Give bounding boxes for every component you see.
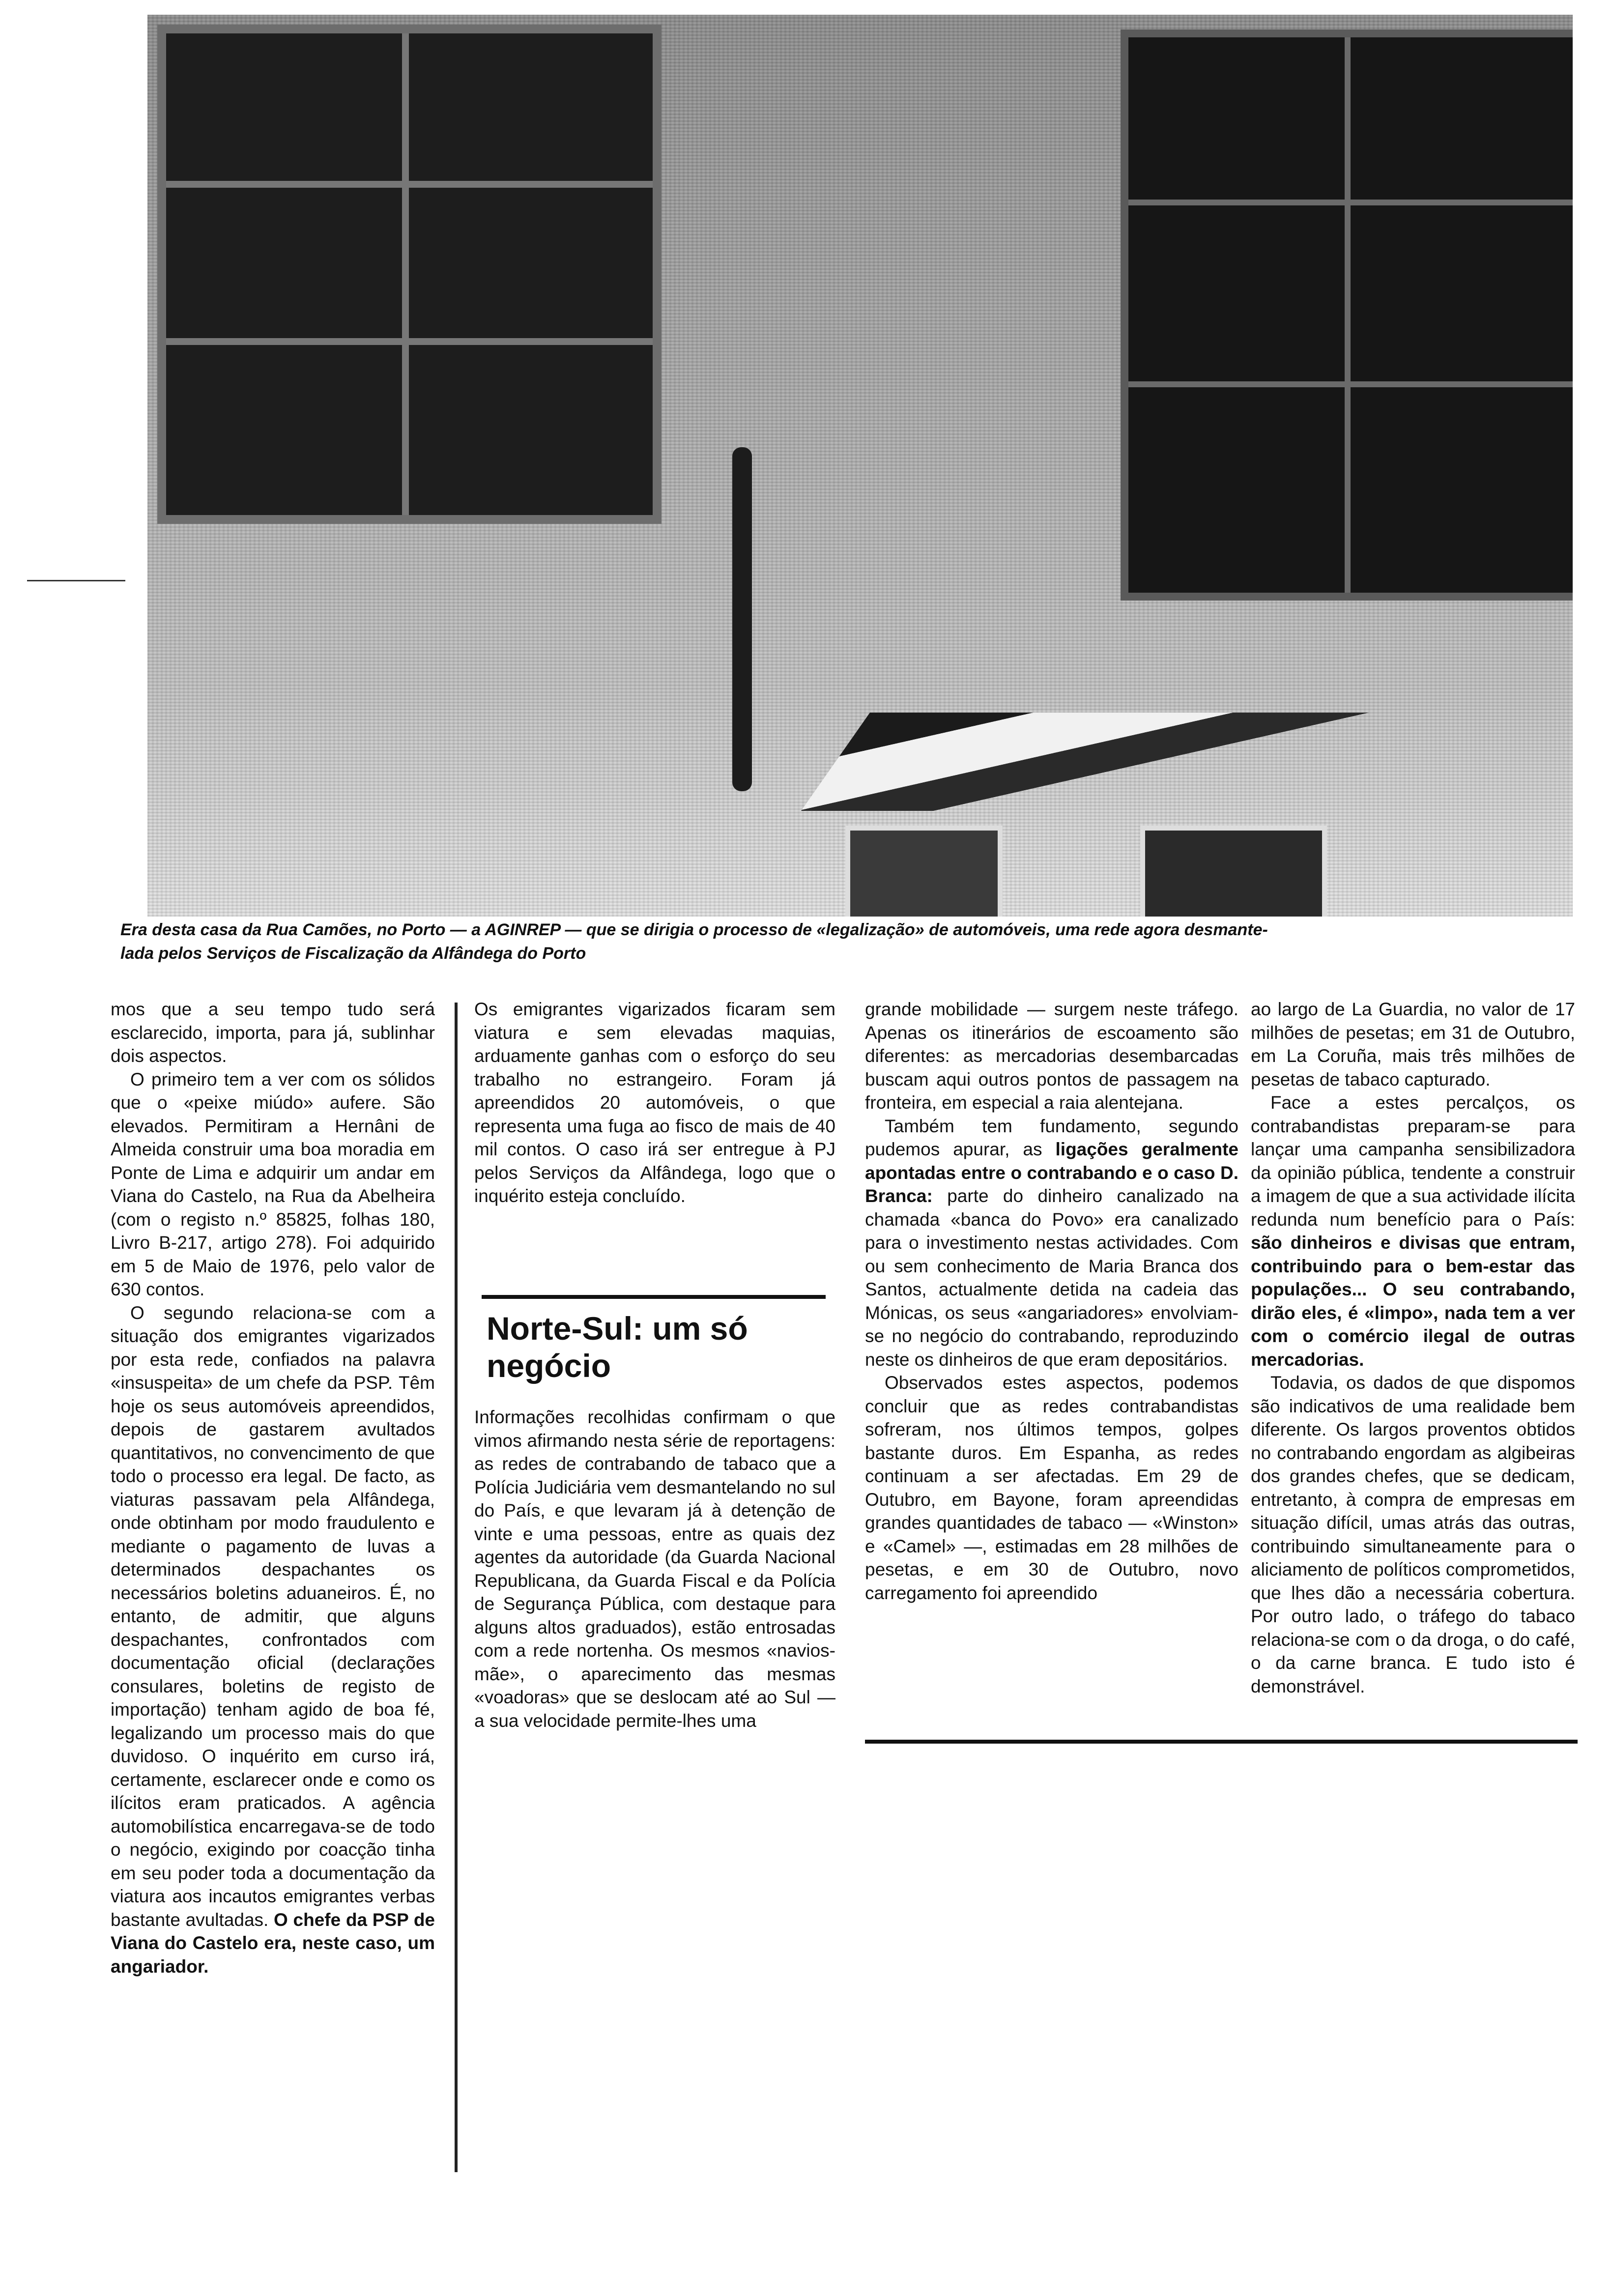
col1-paragraph: O primeiro tem a ver com os sólidos que o «peixe miúdo» aufere. São elevados. Permitiram a Hernâni de Almeida construir uma boa moradia em Ponte de Lima e adquirir um andar em Viana do Castelo, na Rua da Abelheira (com o registo n.º 85825, folhas 180, Livro B-217, artigo 278). Foi adquirido em 5 de Maio de 1976, pelo valor de 630 contos. <box>111 1069 435 1299</box>
article-column-2 <box>474 998 835 1208</box>
col3-bold-text: ligações geralmente apontadas entre o contrabando e o caso D. Branca: <box>865 1139 1239 1206</box>
subheading: Norte-Sul: um só negócio <box>487 1310 748 1384</box>
col4-text: Face a estes percalços, os contrabandistas preparam-se para lançar uma campanha sensibilizadora da opinião pública, tendente a construir a imagem de que a sua actividade ilícita redunda num benefício para o País: <box>1251 1092 1575 1230</box>
caption-line-2: lada pelos Serviços de Fiscalização da Alfândega do Porto <box>120 944 586 963</box>
section-rule <box>482 1295 826 1299</box>
article-photo <box>147 15 1573 917</box>
photo-sign-right <box>1140 826 1327 917</box>
photo-caption <box>120 918 1536 965</box>
col1-paragraph <box>111 1301 435 1979</box>
col3-paragraph <box>865 1115 1238 1372</box>
col3-paragraph: grande mobilidade — surgem neste tráfego. Apenas os itinerários de escoamento são diferentes: as mercadorias desembarcadas buscam aqui outros pontos de passagem na fronteira, em especial a raia alentejana. <box>865 999 1238 1113</box>
article-column-3 <box>865 998 1238 1605</box>
column-divider <box>455 1003 458 2172</box>
col1-bold-text: O chefe da PSP de Viana do Castelo era, neste caso, um angariador. <box>111 1909 435 1977</box>
bottom-rule <box>865 1740 1578 1744</box>
article-column-4 <box>1251 998 1575 1698</box>
col2-paragraph: Informações recolhidas confirmam o que vimos afirmando nesta série de reportagens: as redes de contrabando de tabaco que a Polícia Judiciária vem desmantelando no sul do País, e que levaram já à detenção de vinte e uma pessoas, entre as quais dez agentes da autoridade (da Guarda Nacional Republicana, da Guarda Fiscal e da Polícia de Segurança Pública, com destaque para alguns altos graduados), estão entrosadas com a rede nortenha. Os mesmos «navios-mãe», o aparecimento das mesmas «voadoras» que se deslocam até ao Sul — a sua velocidade permite-lhes uma <box>474 1407 835 1731</box>
article-column-2-lower <box>474 1406 835 1732</box>
col3-text: Também tem fundamento, segundo pudemos apurar, as <box>865 1116 1238 1159</box>
col4-paragraph: ao largo de La Guardia, no valor de 17 milhões de pesetas; em 31 de Outubro, em La Coruña, mais três milhões de pesetas de tabaco capturado. <box>1251 999 1575 1090</box>
article-column-1 <box>111 998 435 1978</box>
photo-sign-left <box>845 826 1003 917</box>
col4-paragraph <box>1251 1091 1575 1371</box>
caption-line-1: Era desta casa da Rua Camões, no Porto — a AGINREP — que se dirigia o processo de «legalização» de automóveis, uma rede agora desmante- <box>120 920 1268 939</box>
margin-mark <box>27 580 125 581</box>
col3-paragraph: Observados estes aspectos, podemos concluir que as redes contrabandistas sofreram, nos últimos tempos, golpes bastante duros. Em Espanha, as redes continuam a ser afectadas. Em 29 de Outubro, em Bayone, foram apreendidas grandes quantidades de tabaco — «Winston» e «Camel» —, estimadas em 28 milhões de pesetas, e em 30 de Outubro, novo carregamento foi apreendido <box>865 1373 1238 1603</box>
col4-bold-text: são dinheiros e divisas que entram, contribuindo para o bem-estar das populações... O seu contrabando, dirão eles, é «limpo», nada tem a ver com o comércio ilegal de outras mercadorias. <box>1251 1233 1575 1370</box>
col1-text: O segundo relaciona-se com a situação dos emigrantes vigarizados por esta rede, confiados na palavra «insuspeita» de um chefe da PSP. Têm hoje os seus automóveis apreendidos, depois de gastarem avultados quantitativos, no convencimento de que todo o processo era legal. De facto, as viaturas passavam pela Alfândega, onde obtinham por modo fraudulento e mediante o pagamento de luvas a determinados despachantes os necessários boletins aduaneiros. É, no entanto, de admitir, que alguns despachantes, confrontados com documentação oficial (declarações consulares, boletins de registo de importação) tenham agido de boa fé, legalizando um processo mais do que duvidoso. O inquérito em curso irá, certamente, esclarecer onde e como os ilícitos eram praticados. A agência automobilística encarregava-se de todo o negócio, exigindo por coacção tinha em seu poder toda a documentação da viatura aos incautos emigrantes verbas bastante avultadas. <box>111 1302 435 1930</box>
photo-lamp-pole <box>732 447 752 791</box>
col3-text: parte do dinheiro canalizado na chamada «banca do Povo» era canalizado para o investimento nestas actividades. Com ou sem conhecimento de Maria Branca dos Santos, actualmente detida na cadeia das Mónicas, os seus «angariadores» envolviam-se no negócio do contrabando, reproduzindo neste os dinheiros de que eram depositários. <box>865 1186 1238 1370</box>
col2-paragraph: Os emigrantes vigarizados ficaram sem viatura e sem elevadas maquias, arduamente ganhas com o esforço do seu trabalho no estrangeiro. Foram já apreendidos 20 automóveis, o que representa uma fuga ao fisco de mais de 40 mil contos. O caso irá ser entregue à PJ pelos Serviços da Alfândega, logo que o inquérito esteja concluído. <box>474 999 835 1206</box>
col4-paragraph: Todavia, os dados de que dispomos são indicativos de uma realidade bem diferente. Os largos proventos obtidos no contrabando engordam as algibeiras dos grandes chefes, que se dedicam, entretanto, à compra de empresas em situação difícil, umas atrás das outras, contribuindo simultaneamente para o aliciamento de políticos comprometidos, que lhes dão a necessária cobertura. Por outro lado, o tráfego do tabaco relaciona-se com o da droga, o do café, o da carne branca. E tudo isto é demonstrável. <box>1251 1373 1575 1696</box>
col1-paragraph: mos que a seu tempo tudo será esclarecido, importa, para já, sublinhar dois aspectos. <box>111 999 435 1066</box>
photo-awning <box>801 713 1410 811</box>
photo-window-right <box>1121 29 1573 601</box>
photo-window-left <box>157 25 662 524</box>
